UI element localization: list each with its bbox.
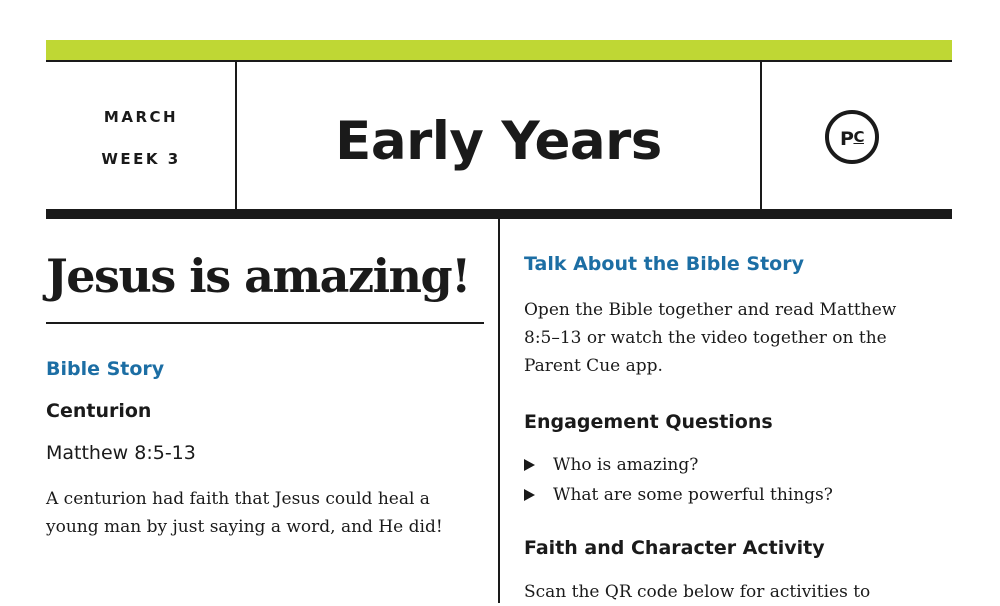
arrow-bullet-icon <box>524 489 535 501</box>
list-item <box>524 480 833 510</box>
header-divider-right <box>760 62 762 210</box>
story-summary <box>46 485 496 541</box>
bible-story-label: Bible Story <box>46 358 165 380</box>
week-label: WEEK 3 <box>101 150 181 168</box>
talk-text <box>524 296 954 380</box>
header-top-rule <box>46 60 952 62</box>
heading-rule <box>46 322 484 324</box>
talk-text-line: Parent Cue app. <box>524 356 663 376</box>
accent-bar <box>46 40 952 60</box>
story-summary-line: A centurion had faith that Jesus could heal a <box>46 489 430 509</box>
question-text: Who is amazing? <box>553 455 699 475</box>
question-text: What are some powerful things? <box>553 485 833 505</box>
talk-text-line: Open the Bible together and read Matthew <box>524 300 897 320</box>
arrow-bullet-icon <box>524 459 535 471</box>
column-divider <box>498 219 500 603</box>
list-item <box>524 450 833 480</box>
question-list <box>524 450 833 510</box>
activity-text: Scan the QR code below for activities to <box>524 582 871 602</box>
parent-cue-logo-icon: PC <box>825 110 879 164</box>
header-bottom-rule <box>46 209 952 219</box>
month-label: MARCH <box>103 108 179 126</box>
talk-about-label: Talk About the Bible Story <box>524 253 804 275</box>
story-reference: Matthew 8:5-13 <box>46 442 196 464</box>
page-title: Early Years <box>335 111 662 172</box>
activity-heading: Faith and Character Activity <box>524 537 825 559</box>
story-summary-line: young man by just saying a word, and He did! <box>46 517 443 537</box>
engagement-heading: Engagement Questions <box>524 411 773 433</box>
lesson-heading: Jesus is amazing! <box>46 249 470 303</box>
story-title: Centurion <box>46 400 152 422</box>
talk-text-line: 8:5–13 or watch the video together on the <box>524 328 887 348</box>
